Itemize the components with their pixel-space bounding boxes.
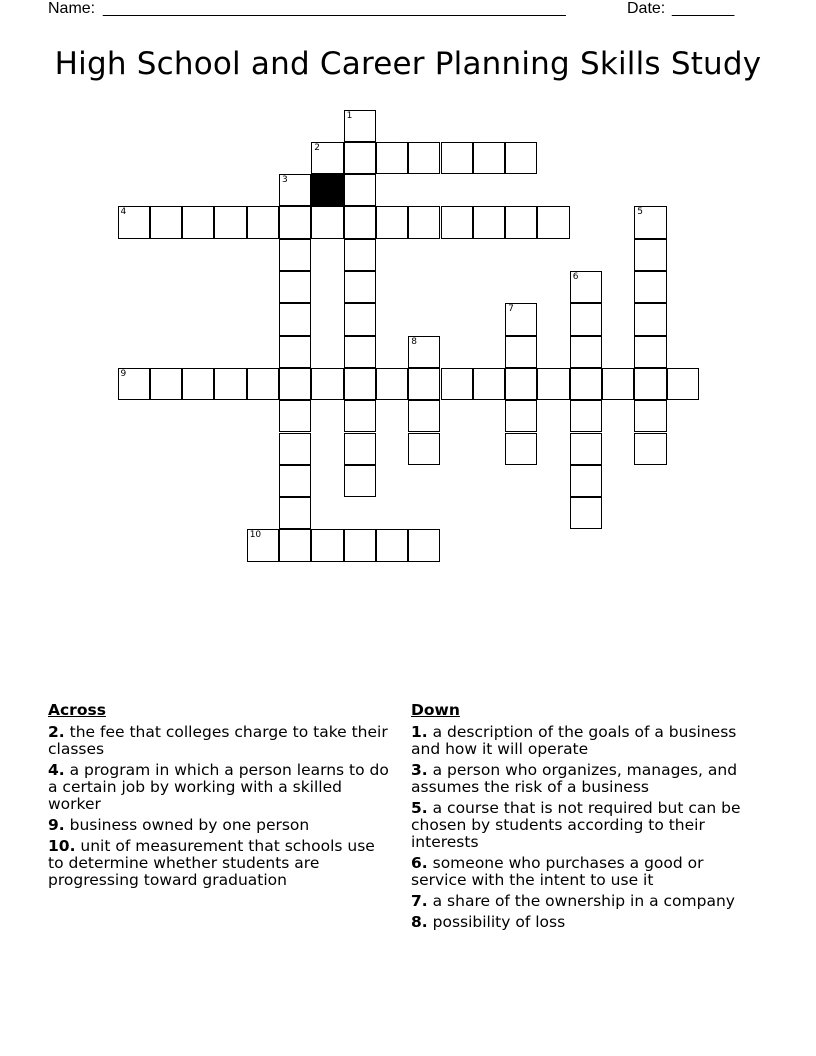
clue-down-6 [411,855,761,889]
grid-cell[interactable] [279,433,311,465]
grid-cell[interactable] [344,174,376,206]
grid-cell[interactable] [118,368,150,400]
grid-cell[interactable] [570,497,602,529]
grid-cell[interactable] [634,336,666,368]
grid-cell[interactable] [634,433,666,465]
cell-number: 3 [282,175,288,186]
grid-cell[interactable] [505,303,537,335]
grid-cell[interactable] [473,206,505,238]
grid-cell[interactable] [505,336,537,368]
cell-number: 10 [249,530,262,541]
clue-number: 8. [411,913,428,931]
grid-cell[interactable] [279,368,311,400]
grid-cell[interactable] [537,206,569,238]
grid-cell[interactable] [408,433,440,465]
grid-cell[interactable] [311,529,343,561]
clue-text: the fee that colleges charge to take their classes [48,723,388,758]
grid-cell[interactable] [408,206,440,238]
grid-cell[interactable] [279,465,311,497]
grid-cell[interactable] [311,368,343,400]
grid-cell[interactable] [247,368,279,400]
grid-cell[interactable] [344,529,376,561]
across-heading: Across [48,701,106,719]
grid-cell[interactable] [311,206,343,238]
grid-cell[interactable] [344,206,376,238]
clue-text: a program in which a person learns to do a certain job by working with a skilled worker [48,761,389,813]
grid-cell[interactable] [344,303,376,335]
grid-cell[interactable] [247,206,279,238]
grid-cell[interactable] [214,368,246,400]
grid-cell[interactable] [182,368,214,400]
grid-cell[interactable] [570,336,602,368]
grid-cell[interactable] [344,400,376,432]
cell-number: 2 [314,142,321,153]
clue-text: someone who purchases a good or service with the intent to use it [411,854,704,889]
grid-cell[interactable] [344,465,376,497]
grid-cell[interactable] [376,368,408,400]
grid-cell[interactable] [667,368,699,400]
grid-cell[interactable] [473,368,505,400]
cell-number: 1 [346,110,353,121]
grid-cell[interactable] [441,368,473,400]
grid-cell[interactable] [214,206,246,238]
grid-cell[interactable] [344,142,376,174]
grid-cell[interactable] [634,239,666,271]
grid-cell[interactable] [279,400,311,432]
grid-cell[interactable] [279,336,311,368]
grid-cell[interactable] [182,206,214,238]
clue-text: a description of the goals of a business and how it will operate [411,723,737,758]
clue-text: a share of the ownership in a company [432,892,735,910]
clue-across-9 [48,817,393,834]
grid-cell[interactable] [505,142,537,174]
down-heading: Down [411,701,460,719]
cell-number: 9 [120,368,127,379]
clue-down-7 [411,893,761,910]
grid-cell[interactable] [344,336,376,368]
grid-cell[interactable] [570,433,602,465]
grid-cell[interactable] [570,465,602,497]
grid-cell[interactable] [634,400,666,432]
grid-cell[interactable] [279,303,311,335]
grid-cell[interactable] [634,271,666,303]
clue-down-5 [411,800,761,851]
grid-cell[interactable] [247,529,279,561]
grid-cell[interactable] [473,142,505,174]
clue-text: unit of measurement that schools use to determine whether students are progressing toward graduation [48,837,375,889]
grid-cell[interactable] [279,497,311,529]
clue-number: 2. [48,723,65,741]
across-clues [48,702,393,893]
clue-down-1 [411,724,761,758]
clue-number: 10. [48,837,76,855]
clue-number: 3. [411,761,428,779]
grid-cell[interactable] [376,529,408,561]
grid-cell[interactable] [376,142,408,174]
clue-across-2 [48,724,393,758]
cell-number: 5 [637,207,644,218]
grid-cell[interactable] [634,368,666,400]
grid-cell[interactable] [408,336,440,368]
cell-number: 4 [120,207,127,218]
grid-cell[interactable] [344,110,376,142]
clue-text: possibility of loss [432,913,566,931]
grid-cell[interactable] [279,271,311,303]
grid-cell[interactable] [537,368,569,400]
grid-cell[interactable] [441,206,473,238]
grid-cell[interactable] [570,400,602,432]
grid-cell[interactable] [570,368,602,400]
name-field[interactable]: ____________________________________________________ [103,0,566,17]
date-field[interactable]: _______ [672,0,735,17]
grid-cell[interactable] [408,400,440,432]
grid-cell[interactable] [602,368,634,400]
grid-cell[interactable] [441,142,473,174]
cell-number: 7 [508,304,514,315]
grid-cell[interactable] [279,206,311,238]
cell-number: 6 [572,272,579,282]
clue-down-3 [411,762,761,796]
grid-cell[interactable] [634,206,666,238]
grid-cell[interactable] [570,271,602,303]
grid-cell[interactable] [118,206,150,238]
clue-number: 7. [411,892,428,910]
clue-text: a course that is not required but can be chosen by students according to their interests [411,799,741,851]
blocked-cell [311,174,343,206]
clue-number: 5. [411,799,428,817]
clue-number: 9. [48,816,65,834]
grid-cell[interactable] [505,433,537,465]
grid-cell[interactable] [279,239,311,271]
grid-cell[interactable] [408,368,440,400]
grid-cell[interactable] [344,271,376,303]
grid-cell[interactable] [505,368,537,400]
down-clues [411,702,761,935]
clue-text: business owned by one person [69,816,310,834]
grid-cell[interactable] [150,368,182,400]
date-label: Date: [627,0,666,17]
grid-cell[interactable] [408,529,440,561]
grid-cell[interactable] [279,529,311,561]
cell-number: 8 [411,336,417,347]
grid-cell[interactable] [344,433,376,465]
clue-across-10 [48,838,393,889]
grid-cell[interactable] [634,303,666,335]
grid-cell[interactable] [150,206,182,238]
clue-across-4 [48,762,393,813]
grid-cell[interactable] [408,142,440,174]
clue-number: 1. [411,723,428,741]
clue-number: 4. [48,761,65,779]
grid-cell[interactable] [505,206,537,238]
grid-cell[interactable] [376,206,408,238]
grid-cell[interactable] [505,400,537,432]
grid-cell[interactable] [344,368,376,400]
name-label: Name: [48,0,96,17]
grid-cell[interactable] [279,174,311,206]
grid-cell[interactable] [344,239,376,271]
grid-cell[interactable] [570,303,602,335]
page-title: High School and Career Planning Skills Study [54,46,762,82]
clue-number: 6. [411,854,428,872]
grid-cell[interactable] [311,142,343,174]
clue-text: a person who organizes, manages, and assumes the risk of a business [411,761,738,796]
clue-down-8 [411,914,761,931]
